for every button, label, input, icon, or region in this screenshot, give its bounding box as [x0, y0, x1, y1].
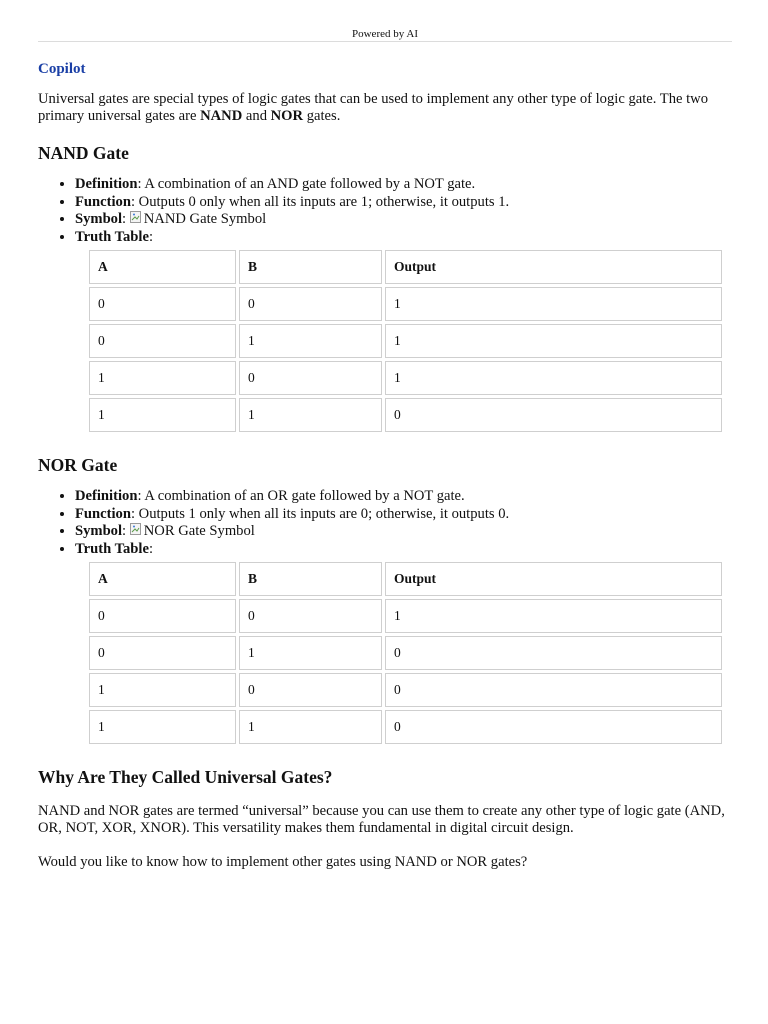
- table-cell: 1: [89, 710, 236, 744]
- nand-symbol-item: [75, 211, 732, 229]
- nand-truth-item: [75, 229, 732, 247]
- nor-truth-table: [86, 559, 725, 747]
- intro-text-2: gates.: [303, 108, 341, 124]
- table-cell: 1: [239, 324, 382, 358]
- nor-list: [38, 488, 732, 558]
- table-header-cell: A: [89, 250, 236, 284]
- followup-question: Would you like to know how to implement other gates using NAND or NOR gates?: [38, 854, 528, 870]
- table-row: [89, 361, 722, 395]
- nor-definition-label: Definition: [75, 488, 138, 504]
- nand-function-item: [75, 194, 732, 212]
- table-cell: 1: [239, 636, 382, 670]
- table-cell: 0: [89, 287, 236, 321]
- assistant-name: Copilot: [38, 61, 86, 77]
- nand-definition-text: : A combination of an AND gate followed by a NOT gate.: [137, 176, 476, 192]
- nor-truth-item: [75, 541, 732, 559]
- nor-definition-text: : A combination of an OR gate followed by a NOT gate.: [137, 488, 465, 504]
- nor-function-item: [75, 506, 732, 524]
- table-cell: 1: [89, 398, 236, 432]
- nand-definition-item: [75, 176, 732, 194]
- table-header-row: [89, 250, 722, 284]
- nor-truth-sep: :: [148, 540, 154, 557]
- broken-image-icon: [130, 523, 143, 536]
- why-heading: Why Are They Called Universal Gates?: [38, 767, 333, 787]
- nand-truth-label: Truth Table: [75, 228, 149, 245]
- why-paragraph: NAND and NOR gates are termed “universal” because you can use them to create any other type of logic gate (AND, OR, NOT, XOR, XNOR). This versatility makes them fundamental in digital circuit design.: [38, 803, 725, 836]
- intro-paragraph: [38, 91, 732, 125]
- table-header-cell: Output: [385, 562, 722, 596]
- table-cell: 0: [385, 398, 722, 432]
- intro-and: and: [242, 108, 271, 124]
- nor-symbol-item: [75, 523, 732, 541]
- nor-function-label: Function: [75, 505, 131, 522]
- intro-text-1: Universal gates are special types of logic gates that can be used to implement any other type of logic gate. The two primary universal gates are: [38, 91, 709, 124]
- table-row: [89, 324, 722, 358]
- table-cell: 0: [239, 673, 382, 707]
- table-cell: 0: [239, 361, 382, 395]
- table-cell: 1: [385, 287, 722, 321]
- intro-nand: NAND: [200, 108, 243, 124]
- table-cell: 1: [385, 361, 722, 395]
- nand-list: [38, 176, 732, 246]
- table-row: [89, 673, 722, 707]
- nor-symbol-label: Symbol: [75, 523, 123, 539]
- table-row: [89, 599, 722, 633]
- nor-symbol-sep: :: [122, 523, 130, 539]
- powered-by-header: [38, 0, 732, 42]
- nor-truth-label: Truth Table: [75, 540, 149, 557]
- nor-function-text: : Outputs 1 only when all its inputs are 0; otherwise, it outputs 0.: [130, 505, 510, 522]
- table-row: [89, 398, 722, 432]
- table-cell: 0: [385, 636, 722, 670]
- table-cell: 1: [239, 710, 382, 744]
- table-row: [89, 287, 722, 321]
- nand-definition-label: Definition: [75, 176, 138, 192]
- nand-function-text: : Outputs 0 only when all its inputs are 1; otherwise, it outputs 1.: [130, 193, 510, 210]
- table-cell: 1: [385, 324, 722, 358]
- broken-image-icon: [130, 211, 143, 224]
- table-cell: 0: [89, 324, 236, 358]
- table-cell: 0: [239, 599, 382, 633]
- nand-function-label: Function: [75, 193, 131, 210]
- table-cell: 1: [89, 673, 236, 707]
- nand-symbol-sep: :: [122, 211, 130, 227]
- table-cell: 1: [239, 398, 382, 432]
- table-cell: 0: [385, 673, 722, 707]
- table-row: [89, 636, 722, 670]
- table-header-cell: B: [239, 250, 382, 284]
- table-cell: 1: [89, 361, 236, 395]
- nor-definition-item: [75, 488, 732, 506]
- intro-nor: NOR: [270, 108, 304, 124]
- table-cell: 0: [89, 599, 236, 633]
- table-header-cell: B: [239, 562, 382, 596]
- nand-truth-table: [86, 247, 725, 435]
- nand-truth-sep: :: [148, 228, 154, 245]
- table-cell: 1: [385, 599, 722, 633]
- table-header-cell: A: [89, 562, 236, 596]
- document-page: [38, 0, 732, 871]
- nor-symbol-alt: NOR Gate Symbol: [143, 523, 255, 539]
- nand-heading: NAND Gate: [38, 143, 129, 163]
- table-header-row: [89, 562, 722, 596]
- table-row: [89, 710, 722, 744]
- table-cell: 0: [239, 287, 382, 321]
- table-cell: 0: [89, 636, 236, 670]
- nand-symbol-label: Symbol: [75, 211, 123, 227]
- powered-by-text: Powered by AI: [352, 28, 418, 40]
- nor-heading: NOR Gate: [38, 455, 118, 475]
- nand-symbol-alt: NAND Gate Symbol: [143, 211, 267, 227]
- table-header-cell: Output: [385, 250, 722, 284]
- table-cell: 0: [385, 710, 722, 744]
